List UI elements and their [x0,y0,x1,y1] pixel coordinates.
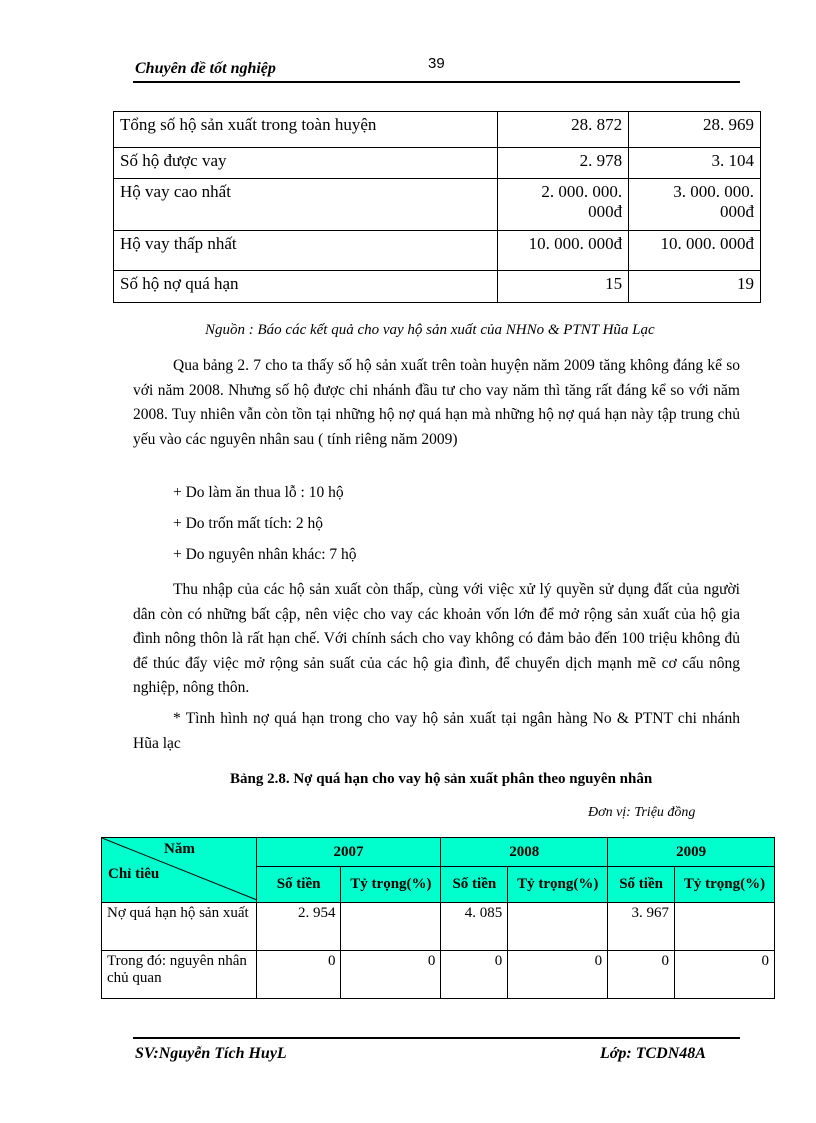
cell: 0 [675,951,775,999]
row-label: Trong đó: nguyên nhân chủ quan [102,951,257,999]
row-label: Số hộ được vay [114,148,498,179]
table-row [114,148,761,179]
cell: 3. 967 [608,903,675,951]
table-row [114,231,761,271]
cell: 0 [508,951,608,999]
value-2009: 28. 969 [629,112,761,148]
table-row [102,951,775,999]
paragraph-text: Qua bảng 2. 7 cho ta thấy số hộ sản xuất trên toàn huyện năm 2009 tăng không đáng kể so với năm 2008. Nhưng số hộ được chi nhánh đầu tư cho vay năm thì tăng rất đáng kể so với năm 2008. Tuy nhiên vẫn còn tồn tại những hộ nợ quá hạn mà những hộ nợ quá hạn này tập trung chủ yếu vào các nguyên nhân sau ( tính riêng năm 2009) [133,357,740,448]
amount-header: Số tiền [608,867,675,903]
value-2008: 2. 978 [498,148,629,179]
ratio-header: Tỷ trọng(%) [341,867,441,903]
cell: 4. 085 [441,903,508,951]
year-header: 2009 [608,838,775,867]
table-row [114,179,761,231]
table-row [114,271,761,303]
ratio-header: Tỷ trọng(%) [508,867,608,903]
table-row [102,903,775,951]
value-2008: 2. 000. 000. 000đ [498,179,629,231]
value-2009: 10. 000. 000đ [629,231,761,271]
row-label: Số hộ nợ quá hạn [114,271,498,303]
ratio-header: Tỷ trọng(%) [675,867,775,903]
page-number: 39 [428,55,445,72]
cell [341,903,441,951]
year-header: 2007 [256,838,441,867]
class-code: Lớp: TCDN48A [600,1045,706,1062]
corner-header-cell [102,838,257,903]
value-2009: 3. 104 [629,148,761,179]
cell: 0 [341,951,441,999]
paragraph-income [133,578,740,701]
header-divider [133,81,740,83]
bullet-item: + Do làm ăn thua lỗ : 10 hộ [173,484,344,501]
year-header: 2008 [441,838,608,867]
table-caption: Bảng 2.8. Nợ quá hạn cho vay hộ sản xuất phân theo nguyên nhân [230,771,653,787]
row-label: Nợ quá hạn hộ sản xuất [102,903,257,951]
table-header-row [102,838,775,867]
source-note: Nguồn : Báo các kết quả cho vay hộ sản xuất của NHNo & PTNT Hũa Lạc [205,322,655,338]
table-row [114,112,761,148]
footer-divider [133,1037,740,1039]
cell [508,903,608,951]
unit-label: Đơn vị: Triệu đồng [588,805,696,820]
row-label: Hộ vay cao nhất [114,179,498,231]
value-2008: 28. 872 [498,112,629,148]
bullet-item: + Do trốn mất tích: 2 hộ [173,515,323,532]
paragraph-overdue [133,707,740,756]
value-2008: 15 [498,271,629,303]
row-label: Hộ vay thấp nhất [114,231,498,271]
bullet-item: + Do nguyên nhân khác: 7 hộ [173,546,357,563]
paragraph-text: * Tình hình nợ quá hạn trong cho vay hộ sản xuất tại ngân hàng No & PTNT chi nhánh Hũa lạc [133,710,740,752]
corner-indicator-label: Chỉ tiêu [108,866,160,882]
cell [675,903,775,951]
header-title: Chuyên đề tốt nghiệp [135,60,276,77]
row-label: Tổng số hộ sản xuất trong toàn huyện [114,112,498,148]
cell: 0 [441,951,508,999]
cell: 0 [256,951,341,999]
value-2009: 19 [629,271,761,303]
cell: 0 [608,951,675,999]
paragraph-analysis [133,354,740,452]
amount-header: Số tiền [256,867,341,903]
value-2009: 3. 000. 000. 000đ [629,179,761,231]
amount-header: Số tiền [441,867,508,903]
corner-year-label: Năm [164,841,195,857]
value-2008: 10. 000. 000đ [498,231,629,271]
overdue-debt-table [101,837,775,999]
cell: 2. 954 [256,903,341,951]
household-loan-table [113,111,761,303]
student-name: SV:Nguyễn Tích HuyL [135,1045,287,1062]
paragraph-text: Thu nhập của các hộ sản xuất còn thấp, cùng với việc xử lý quyền sử dụng đất của người dân còn có những bất cập, nên việc cho vay các khoản vốn lớn để mở rộng sản xuất của hộ gia đình nông thôn là rất hạn chế. Với chính sách cho vay không có đảm bảo đến 100 triệu không đủ để thúc đẩy việc mở rộng sản suất của các hộ gia đình, để chuyển dịch mạnh mẽ cơ cấu nông nghiệp, nông thôn. [133,581,740,696]
